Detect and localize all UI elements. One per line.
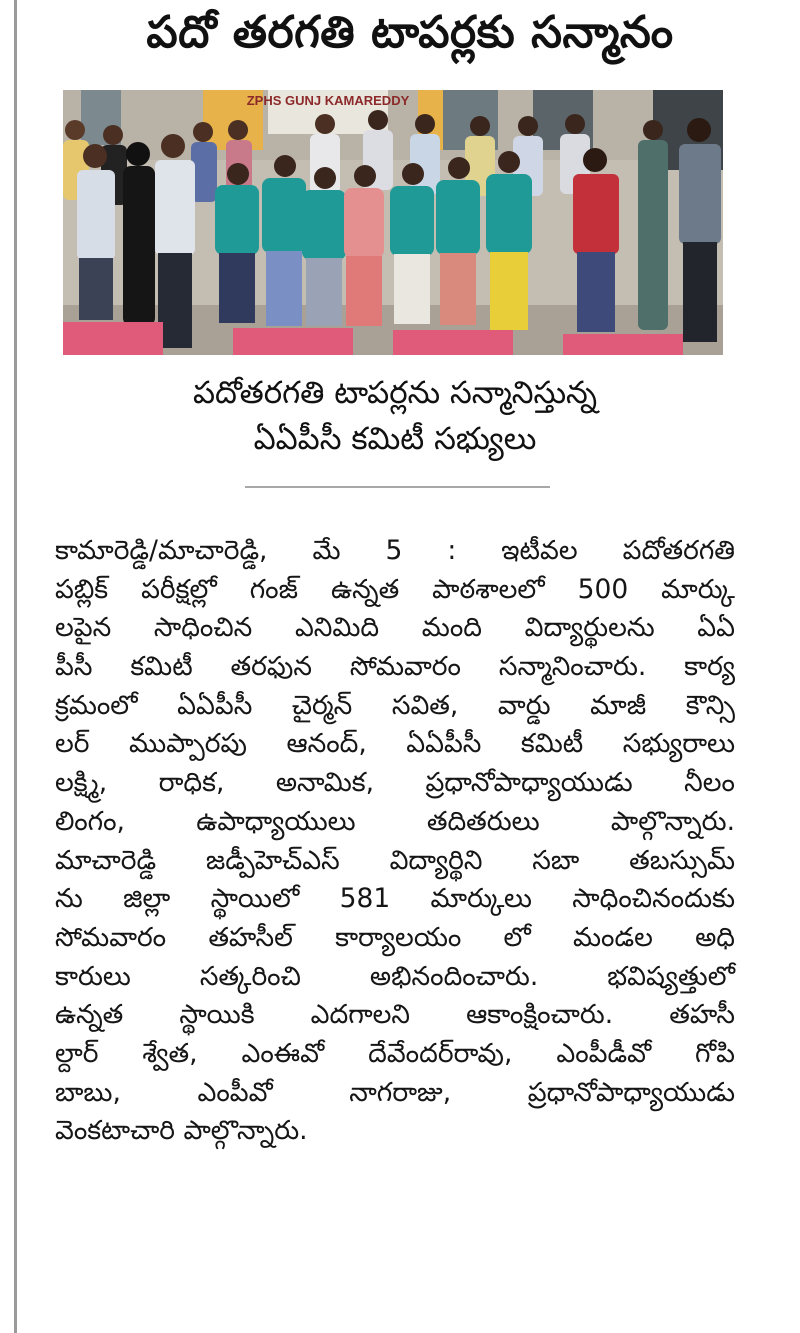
body-line: ఉన్నత స్థాయికి ఎదగాలని ఆకాంక్షించారు. తహసీ: [55, 999, 735, 1031]
body-line: కారులు సత్కరించి అభినందించారు. భవిష్యత్తులో: [55, 960, 735, 992]
body-line: లర్ ముప్పారపు ఆనంద్, ఏఏపీసీ కమిటీ సభ్యురాలు: [55, 728, 735, 760]
body-line: ను జిల్లా స్థాయిలో 581 మార్కులు సాధించినందుకు: [55, 883, 735, 915]
caption-line: పదోతరగతి టాపర్లను సన్మానిస్తున్న: [192, 375, 598, 411]
body-line: సోమవారం తహసీల్ కార్యాలయం లో మండల అధి: [55, 921, 735, 953]
caption-divider: [245, 486, 550, 488]
news-photo: [63, 90, 723, 355]
article-body: [55, 532, 735, 1151]
body-line: వెంకటాచారి పాల్గొన్నారు.: [55, 1115, 308, 1147]
banner-text: ZPHS GUNJ KAMAREDDY: [246, 93, 410, 108]
body-line: క్రమంలో ఏఏపీసీ చైర్మన్ సవిత, వార్డు మాజీ కౌన్సి: [55, 689, 735, 721]
article-headline: పదో తరగతి టాపర్లకు సన్మానం: [146, 7, 674, 58]
photo-caption: [60, 370, 730, 462]
body-line: పీసీ కమిటీ తరఫున సోమవారం సన్మానించారు. కార్య: [55, 651, 735, 683]
body-line: మాచారెడ్డి జడ్పీహెచ్ఎస్ విద్యార్థిని సబా తబస్సుమ్: [55, 844, 735, 876]
body-line: కామారెడ్డి/మాచారెడ్డి, మే 5 : ఇటీవల పదోతరగతి: [55, 535, 735, 566]
caption-line: ఏఏపీసీ కమిటీ సభ్యులు: [253, 421, 537, 457]
body-line: పబ్లిక్ పరీక్షల్లో గంజ్ ఉన్నత పాఠశాలలో 500 మార్కు: [55, 573, 735, 605]
body-line: లక్ష్మి, రాధిక, అనామిక, ప్రధానోపాధ్యాయుడు నీలం: [55, 767, 735, 799]
body-line: లింగం, ఉపాధ్యాయులు తదితరులు పాల్గొన్నారు.: [55, 805, 735, 837]
body-line: ల్దార్ శ్వేత, ఎంఈవో దేవేందర్‌రావు, ఎంపీడీవో గోపి: [55, 1037, 735, 1069]
body-line: లపైన సాధించిన ఎనిమిది మంది విద్యార్థులను ఏఏ: [55, 612, 735, 644]
body-line: బాబు, ఎంపీవో నాగరాజు, ప్రధానోపాధ్యాయుడు: [55, 1076, 735, 1108]
page-edge-rule: [14, 0, 17, 1333]
